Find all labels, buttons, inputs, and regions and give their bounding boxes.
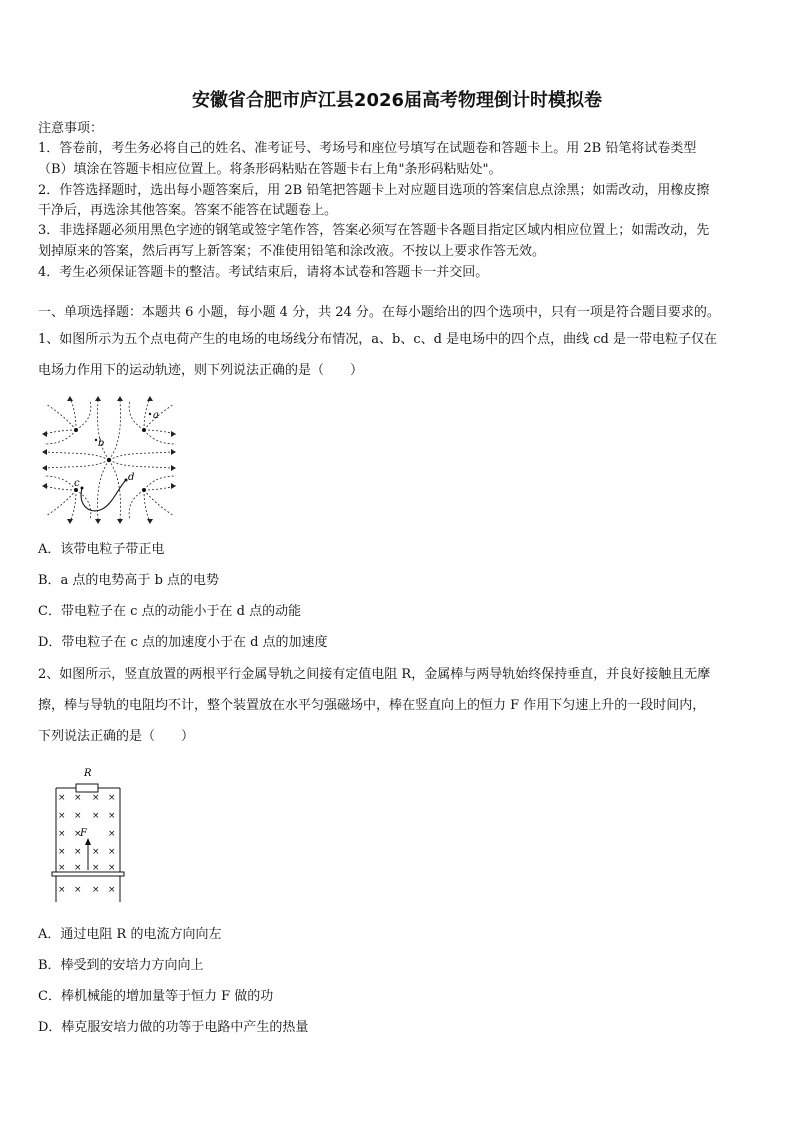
option-c: C．棒机械能的增加量等于恒力 F 做的功 — [38, 989, 274, 1004]
svg-text:×: × — [58, 885, 66, 895]
svg-text:×: × — [108, 847, 116, 857]
svg-text:×: × — [92, 863, 100, 873]
label-b: b — [98, 438, 105, 449]
question-1-stem: 1、如图所示为五个点电荷产生的电场的电场线分布情况，a、b、c、d 是电场中的四个点，曲线 cd 是一带电粒子仅在 — [38, 332, 717, 347]
rail-circuit-figure — [48, 762, 128, 904]
notice-line: 4．考生必须保证答题卡的整洁。考试结束后，请将本试卷和答题卡一并交回。 — [38, 265, 489, 280]
notice-line: 干净后，再选涂其他答案。答案不能答在试题卷上。 — [38, 203, 338, 218]
option-b: B．棒受到的安培力方向向上 — [38, 958, 204, 973]
label-d: d — [128, 472, 135, 483]
notice-line: 1．答卷前，考生务必将自己的姓名、准考证号、考场号和座位号填写在试题卷和答题卡上。用 2B 铅笔将试卷类型 — [38, 141, 697, 156]
question-1-stem: 电场力作用下的运动轨迹，则下列说法正确的是（ ） — [38, 363, 364, 378]
question-2-stem: 2、如图所示，竖直放置的两根平行金属导轨之间接有定值电阻 R，金属棒与两导轨始终保持垂直，并良好接触且无摩 — [38, 667, 711, 682]
option-d: D．棒克服安培力做的功等于电路中产生的热量 — [38, 1020, 309, 1035]
svg-text:×: × — [74, 811, 82, 821]
svg-text:×: × — [74, 829, 82, 839]
option-d: D．带电粒子在 c 点的加速度小于在 d 点的加速度 — [38, 635, 328, 650]
label-a: a — [153, 410, 159, 421]
svg-text:×: × — [58, 811, 66, 821]
notice-line: 3．非选择题必须用黑色字迹的钢笔或签字笔作答，答案必须写在答题卡各题目指定区域内相应位置上；如需改动，先 — [38, 223, 710, 238]
option-a: A．通过电阻 R 的电流方向向左 — [38, 927, 222, 942]
svg-text:×: × — [74, 793, 82, 803]
svg-text:×: × — [92, 811, 100, 821]
svg-text:×: × — [108, 811, 116, 821]
label-resistor: R — [84, 768, 92, 779]
svg-text:×: × — [92, 793, 100, 803]
page-title: 安徽省合肥市庐江县2026届高考物理倒计时模拟卷 — [191, 90, 603, 111]
notice-line: （B）填涂在答题卡相应位置上。将条形码粘贴在答题卡右上角"条形码粘贴处"。 — [38, 162, 502, 177]
question-2-stem: 擦，棒与导轨的电阻均不计，整个装置放在水平匀强磁场中，棒在竖直向上的恒力 F 作用下匀速上升的一段时间内， — [38, 698, 706, 713]
svg-text:×: × — [74, 885, 82, 895]
option-b: B．a 点的电势高于 b 点的电势 — [38, 573, 220, 588]
svg-text:×: × — [108, 885, 116, 895]
notice-line: 2．作答选择题时，选出每小题答案后，用 2B 铅笔把答题卡上对应题目选项的答案信息点涂黑；如需改动，用橡皮擦 — [38, 183, 710, 198]
svg-text:×: × — [74, 863, 82, 873]
svg-text:×: × — [58, 829, 66, 839]
label-c: c — [74, 478, 80, 489]
svg-text:×: × — [92, 885, 100, 895]
svg-text:×: × — [92, 847, 100, 857]
notice-heading: 注意事项： — [38, 121, 104, 136]
label-force: F — [80, 828, 87, 839]
svg-text:×: × — [58, 847, 66, 857]
electric-field-figure — [38, 392, 180, 526]
svg-text:×: × — [108, 829, 116, 839]
option-a: A．该带电粒子带正电 — [38, 542, 165, 557]
question-2-stem: 下列说法正确的是（ ） — [38, 729, 195, 744]
section-heading: 一、单项选择题：本题共 6 小题，每小题 4 分，共 24 分。在每小题给出的四个选项中，只有一项是符合题目要求的。 — [38, 305, 720, 320]
notice-line: 划掉原来的答案，然后再写上新答案；不准使用铅笔和涂改液。不按以上要求作答无效。 — [38, 244, 546, 259]
svg-text:×: × — [58, 793, 66, 803]
svg-text:×: × — [74, 847, 82, 857]
svg-text:×: × — [108, 863, 116, 873]
svg-text:×: × — [58, 863, 66, 873]
option-c: C．带电粒子在 c 点的动能小于在 d 点的动能 — [38, 604, 302, 619]
svg-text:×: × — [108, 793, 116, 803]
